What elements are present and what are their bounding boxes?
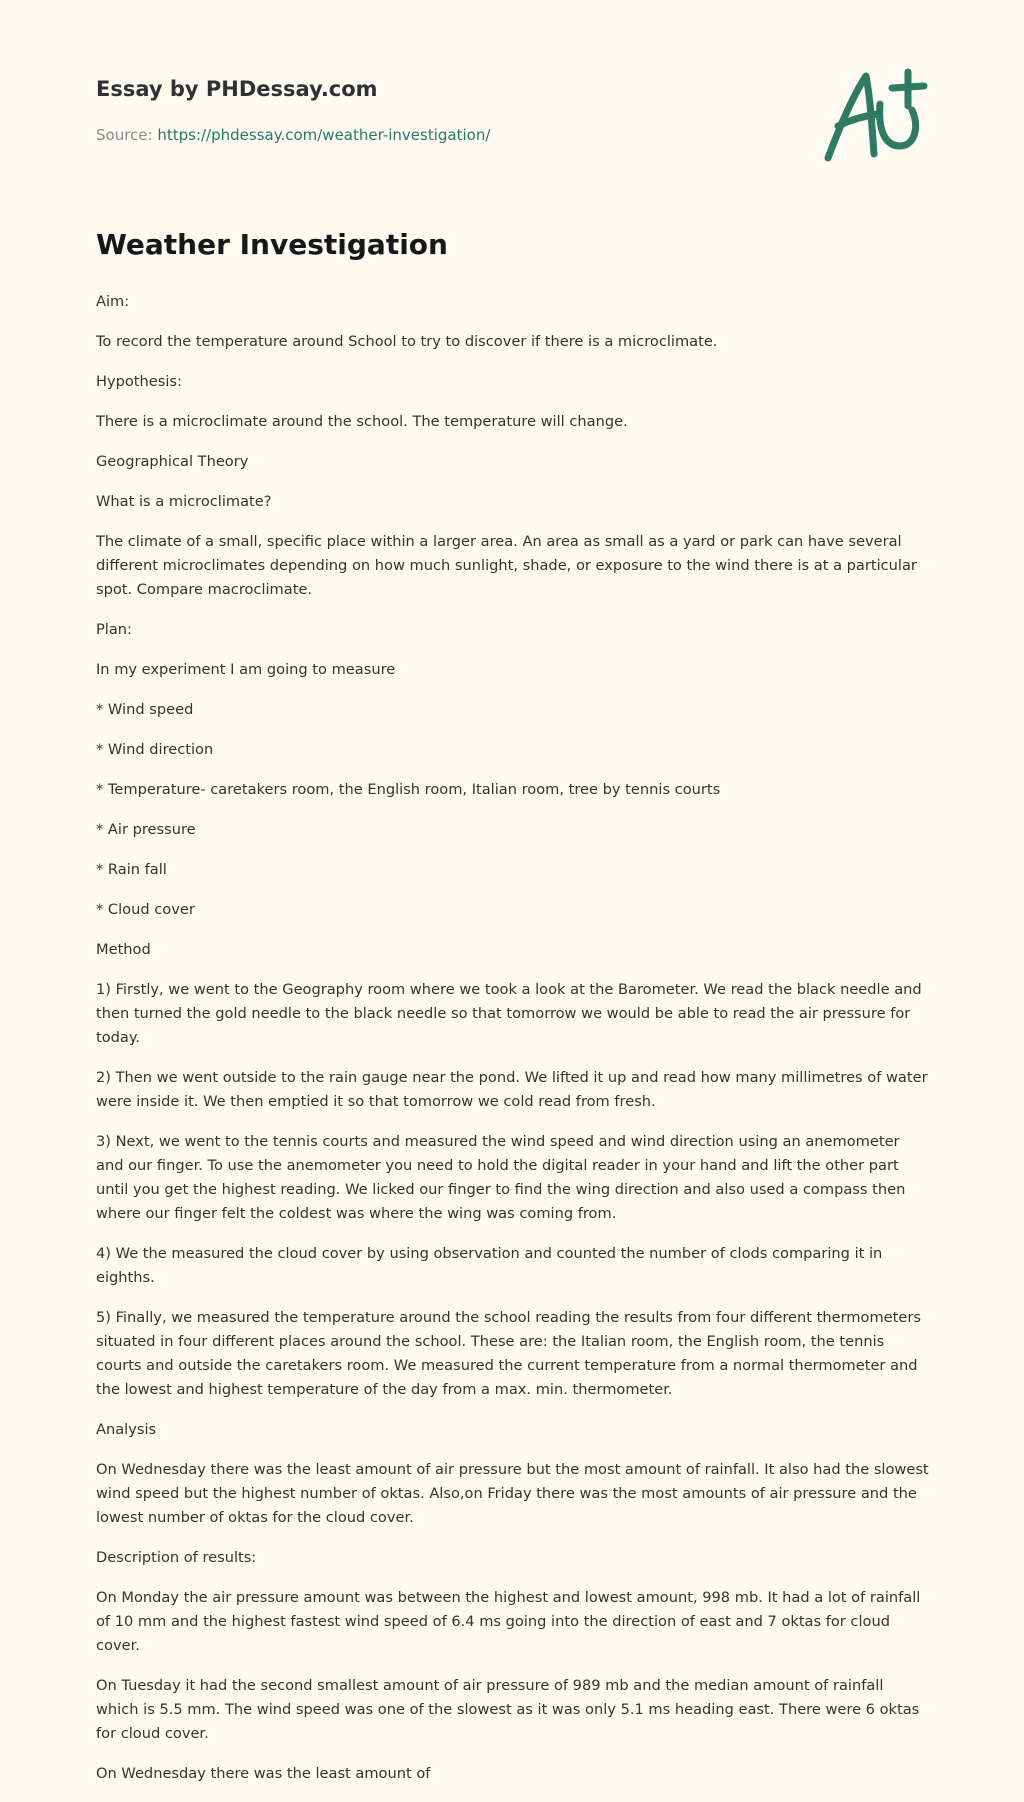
essay-header [96, 74, 928, 146]
essay-paragraph: To record the temperature around School to try to discover if there is a microclimate. [96, 333, 718, 350]
essay-paragraph: Method [96, 941, 151, 958]
essay-paragraph: 2) Then we went outside to the rain gauge near the pond. We lifted it up and read how many millimetres of water were inside it. We then emptied it so that tomorrow we cold read from fresh. [96, 1069, 928, 1110]
essay-title: Weather Investigation [96, 228, 448, 261]
essay-paragraph: On Tuesday it had the second smallest amount of air pressure of 989 mb and the median amount of rainfall which is 5.5 mm. The wind speed was one of the slowest as it was only 5.1 ms heading east. There were 6 oktas for cloud cover. [96, 1677, 920, 1742]
essay-paragraph: On Monday the air pressure amount was between the highest and lowest amount, 998 mb. It had a lot of rainfall of 10 mm and the highest fastest wind speed of 6.4 ms going into the direction of east and 7 oktas for cloud cover. [96, 1589, 921, 1654]
essay-paragraph: What is a microclimate? [96, 493, 272, 510]
essay-paragraph: In my experiment I am going to measure [96, 661, 396, 678]
essay-paragraph: On Wednesday there was the least amount of [96, 1765, 431, 1782]
essay-paragraph: 3) Next, we went to the tennis courts and measured the wind speed and wind direction using an anemometer and our finger. To use the anemometer you need to hold the digital reader in your hand and lift the other part until you get the highest reading. We licked our finger to find the wing direction and also used a compass then where our finger felt the coldest was where the wing was coming from. [96, 1133, 906, 1222]
essay-paragraph: On Wednesday there was the least amount of air pressure but the most amount of rainfall. It also had the slowest wind speed but the highest number of oktas. Also,on Friday there was the most amounts of air pressure and the lowest number of oktas for the cloud cover. [96, 1461, 929, 1526]
essay-paragraph: * Wind speed [96, 701, 194, 718]
essay-paragraph: Geographical Theory [96, 453, 249, 470]
essay-paragraph: Aim: [96, 293, 130, 310]
a-plus-logo-icon [820, 66, 930, 166]
essay-paragraph: * Cloud cover [96, 901, 195, 918]
essay-paragraph: 5) Finally, we measured the temperature around the school reading the results from four different thermometers situated in four different places around the school. These are: the Italian room, the English room, the tennis courts and outside the caretakers room. We measured the current temperature from a normal thermometer and the lowest and highest temperature of the day from a max. min. thermometer. [96, 1309, 921, 1398]
essay-paragraph: Plan: [96, 621, 132, 638]
essay-paragraph: There is a microclimate around the school. The temperature will change. [96, 413, 628, 430]
essay-paragraph: Description of results: [96, 1549, 257, 1566]
essay-paragraph: The climate of a small, specific place within a larger area. An area as small as a yard or park can have several different microclimates depending on how much sunlight, shade, or exposure to the wind there is at a particular spot. Compare macroclimate. [96, 533, 917, 598]
essay-paragraph: * Rain fall [96, 861, 167, 878]
source-link[interactable]: https://phdessay.com/weather-investigation/ [157, 126, 491, 144]
essay-paragraph: 4) We the measured the cloud cover by using observation and counted the number of clods comparing it in eighths. [96, 1245, 883, 1286]
source-label: Source: [96, 126, 158, 144]
essay-paragraph: * Air pressure [96, 821, 196, 838]
essay-paragraph: 1) Firstly, we went to the Geography room where we took a look at the Barometer. We read the black needle and then turned the gold needle to the black needle so that tomorrow we would be able to read the air pressure for today. [96, 981, 922, 1046]
essay-paragraph: * Temperature- caretakers room, the English room, Italian room, tree by tennis courts [96, 781, 721, 798]
essay-body [96, 290, 930, 1786]
source-line [96, 124, 928, 146]
essay-paragraph: Analysis [96, 1421, 157, 1438]
brand-title: Essay by PHDessay.com [96, 77, 378, 101]
essay-content [96, 222, 930, 1802]
essay-paragraph: * Wind direction [96, 741, 214, 758]
essay-paragraph: Hypothesis: [96, 373, 182, 390]
